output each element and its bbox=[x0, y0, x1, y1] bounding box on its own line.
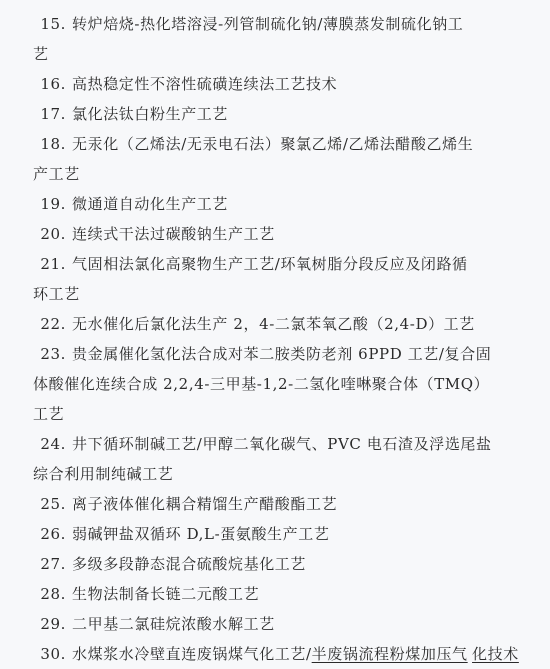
item-text: 连续式干法过碳酸钠生产工艺 bbox=[72, 225, 275, 243]
item-number: 15. bbox=[40, 15, 66, 33]
item-text: 高热稳定性不溶性硫磺连续法工艺技术 bbox=[72, 75, 338, 93]
item-text: 多级多段静态混合硫酸烷基化工艺 bbox=[72, 555, 307, 573]
item-text: 氯化法钛白粉生产工艺 bbox=[72, 105, 229, 123]
item-text: 井下循环制碱工艺/甲醇二氧化碳气、PVC 电石渣及浮选尾盐 bbox=[72, 435, 492, 453]
item-text: 二甲基二氯硅烷浓酸水解工艺 bbox=[72, 615, 275, 633]
item-text-continued: 环工艺 bbox=[33, 285, 80, 303]
item-number: 30. bbox=[40, 645, 66, 663]
item-text: 水煤浆水冷壁直连废锅煤气化工艺/ bbox=[72, 645, 312, 663]
item-text-continued: 综合利用制纯碱工艺 bbox=[33, 465, 174, 483]
underlined-text: 半废锅流程粉煤加压气 bbox=[311, 645, 468, 663]
item-text: 生物法制备长链二元酸工艺 bbox=[72, 585, 260, 603]
item-text: 无汞化（乙烯法/无汞电石法）聚氯乙烯/乙烯法醋酸乙烯生 bbox=[72, 135, 474, 153]
item-text: 转炉焙烧-热化塔溶浸-列管制硫化钠/薄膜蒸发制硫化钠工 bbox=[72, 15, 464, 33]
item-number: 26. bbox=[40, 525, 66, 543]
item-number: 18. bbox=[40, 135, 66, 153]
list-item-27 bbox=[34, 549, 530, 579]
item-number: 16. bbox=[40, 75, 66, 93]
list-item-25 bbox=[34, 489, 530, 519]
list-item-22 bbox=[34, 309, 530, 339]
list-item-21 bbox=[34, 249, 530, 309]
item-text-continued: 体酸催化连续合成 2,2,4-三甲基-1,2-二氢化喹啉聚合体（TMQ） bbox=[33, 375, 490, 393]
list-item-19 bbox=[34, 189, 530, 219]
item-text: 微通道自动化生产工艺 bbox=[72, 195, 229, 213]
list-item-17 bbox=[34, 99, 530, 129]
item-number: 24. bbox=[40, 435, 66, 453]
item-number: 29. bbox=[40, 615, 66, 633]
list-item-18 bbox=[34, 129, 530, 189]
list-item-30 bbox=[34, 639, 530, 669]
item-number: 21. bbox=[40, 255, 66, 273]
item-number: 20. bbox=[40, 225, 66, 243]
item-number: 23. bbox=[40, 345, 66, 363]
item-number: 22. bbox=[40, 315, 66, 333]
list-item-23 bbox=[34, 339, 530, 429]
item-text: 无水催化后氯化法生产 2，4-二氯苯氧乙酸（2,4-D）工艺 bbox=[72, 315, 475, 333]
item-text-continued: 艺 bbox=[33, 45, 49, 63]
item-text: 贵金属催化氢化法合成对苯二胺类防老剂 6PPD 工艺/复合固 bbox=[72, 345, 492, 363]
list-item-15 bbox=[34, 9, 530, 69]
item-text: 弱碱钾盐双循环 D,L-蛋氨酸生产工艺 bbox=[72, 525, 330, 543]
list-item-24 bbox=[34, 429, 530, 489]
item-number: 25. bbox=[40, 495, 66, 513]
item-text: 气固相法氯化高聚物生产工艺/环氧树脂分段反应及闭路循 bbox=[72, 255, 468, 273]
item-text-continued: 产工艺 bbox=[33, 165, 80, 183]
item-text: 离子液体催化耦合精馏生产醋酸酯工艺 bbox=[72, 495, 338, 513]
item-text-continued: 化技术 bbox=[472, 645, 519, 663]
item-text-continued-2: 工艺 bbox=[33, 405, 65, 423]
list-item-26 bbox=[34, 519, 530, 549]
list-item-29 bbox=[34, 609, 530, 639]
list-item-16 bbox=[34, 69, 530, 99]
list-item-20 bbox=[34, 219, 530, 249]
list-item-28 bbox=[34, 579, 530, 609]
item-number: 19. bbox=[40, 195, 66, 213]
item-number: 27. bbox=[40, 555, 66, 573]
item-number: 17. bbox=[40, 105, 66, 123]
item-number: 28. bbox=[40, 585, 66, 603]
